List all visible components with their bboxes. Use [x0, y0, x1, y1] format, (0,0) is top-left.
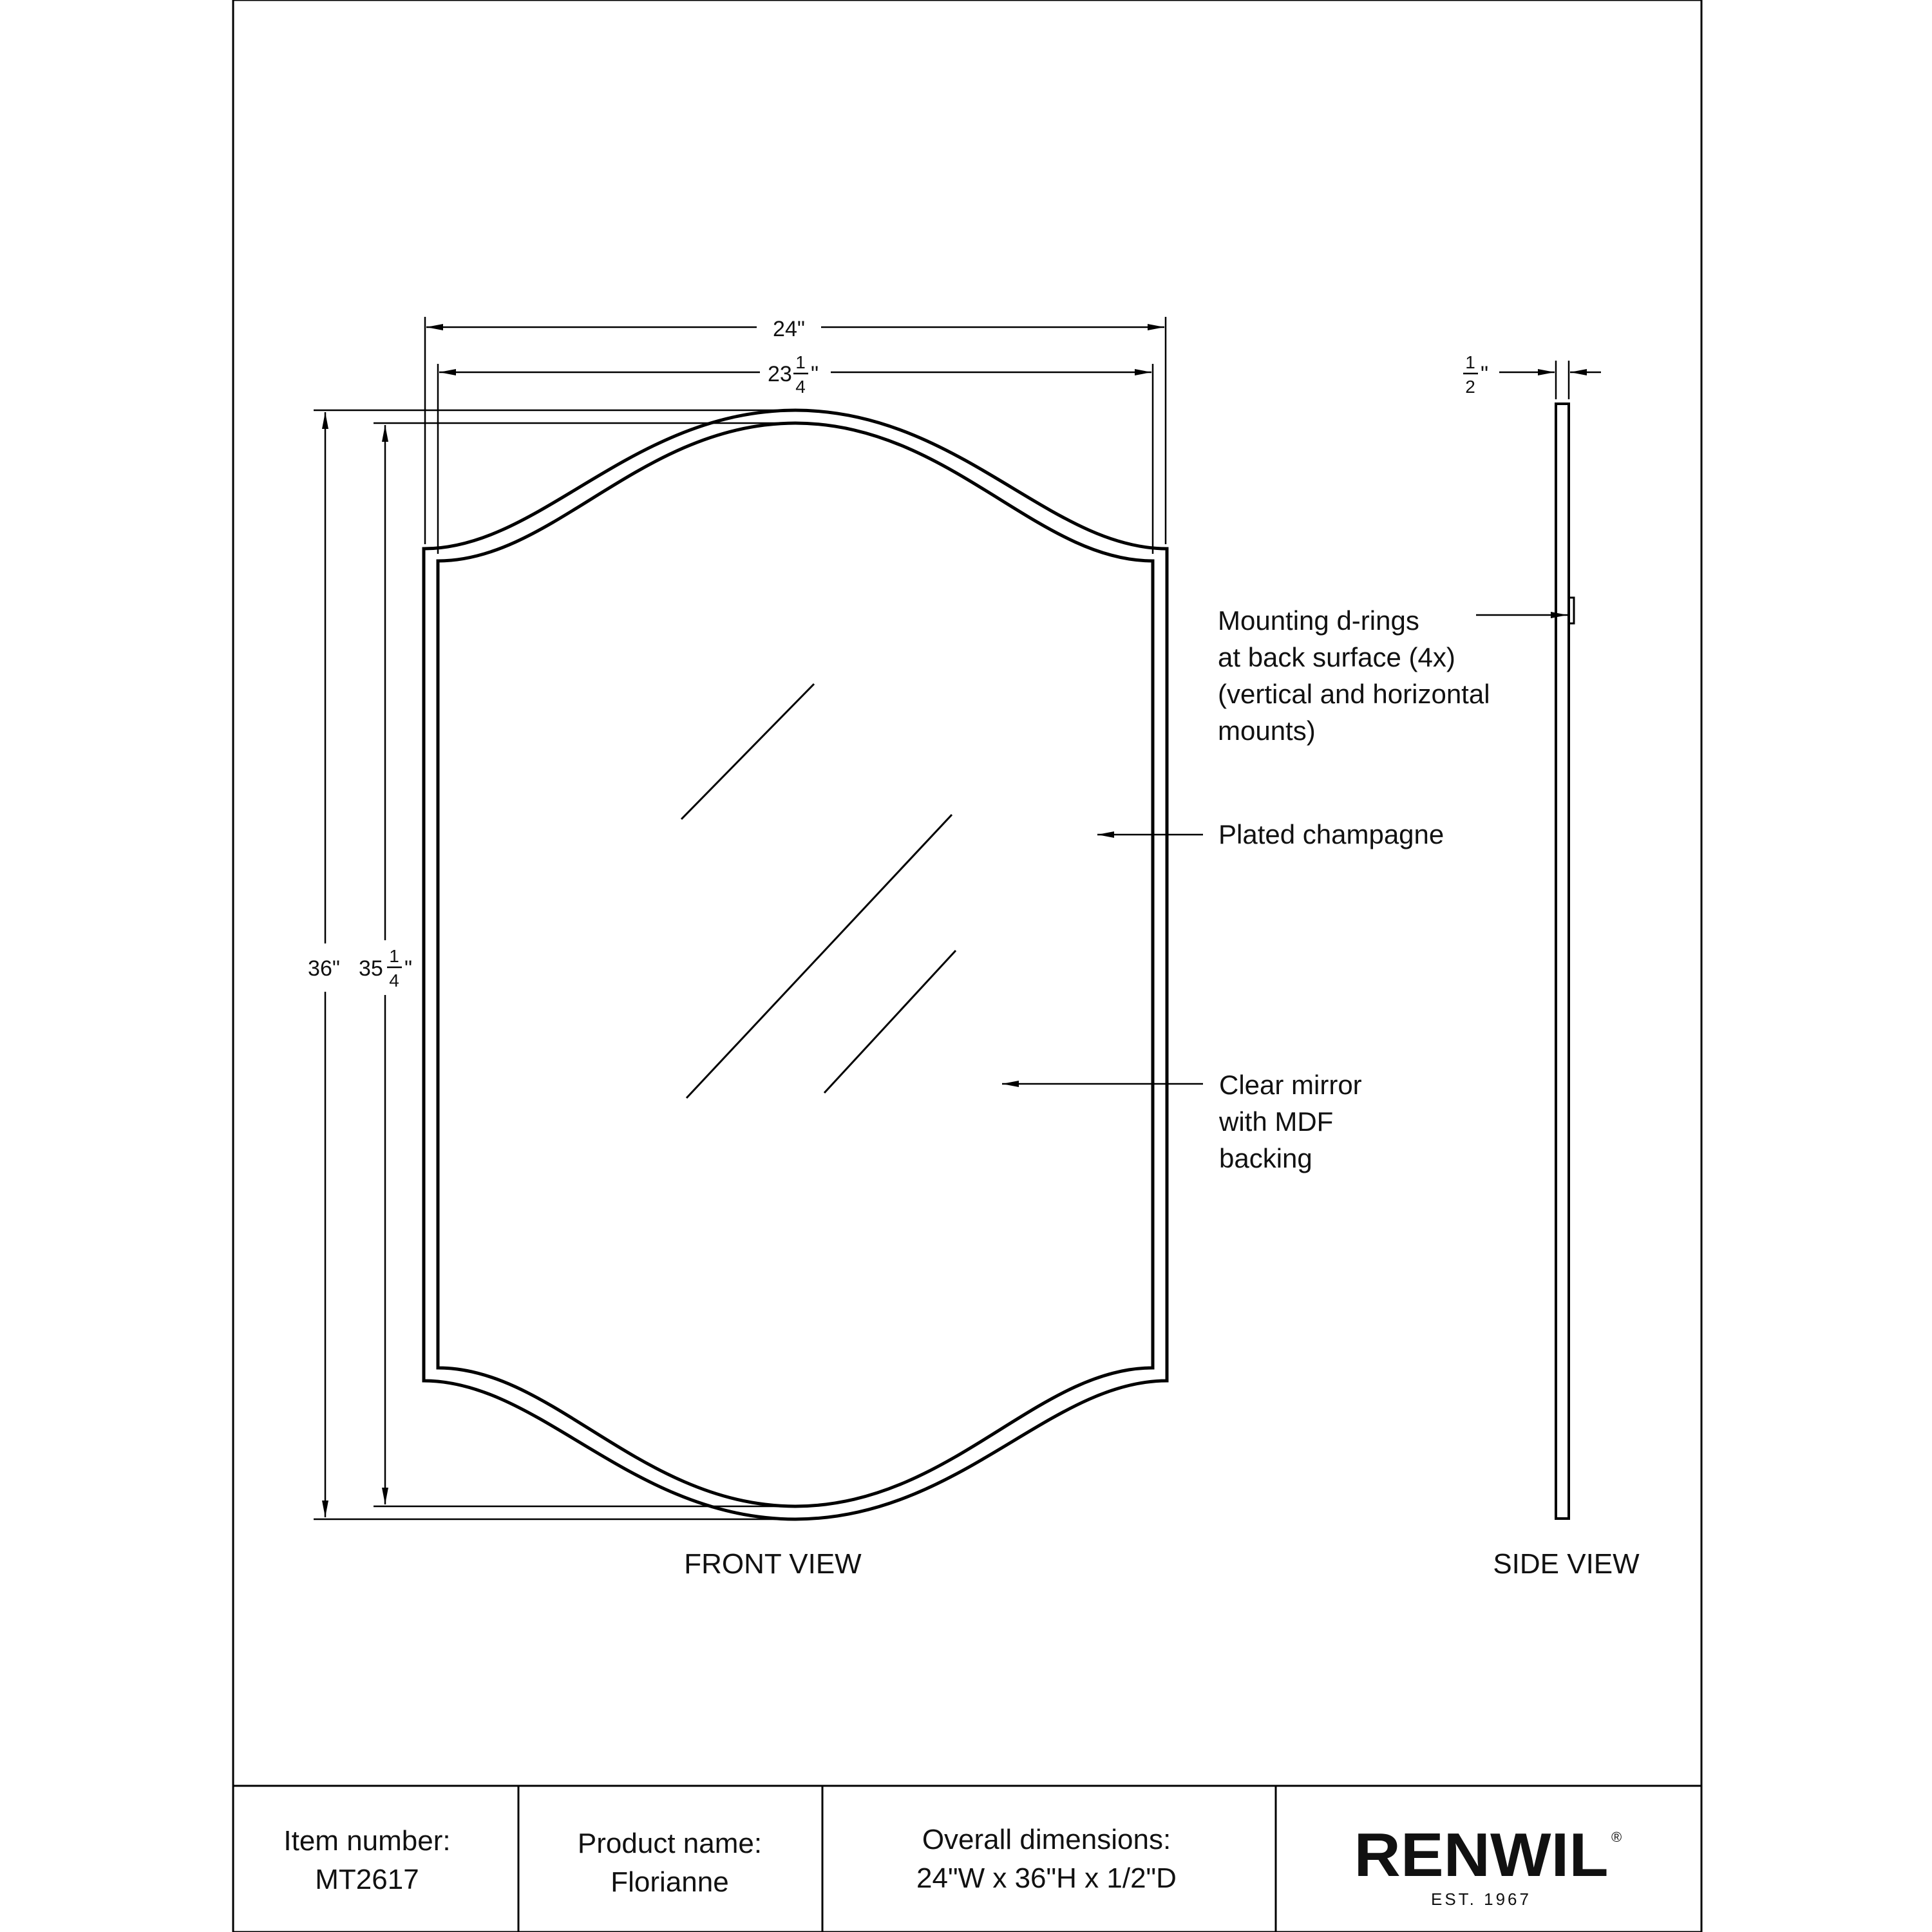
overall-dimensions-value: 24"W x 36"H x 1/2"D [916, 1862, 1177, 1894]
inner-height-unit: " [404, 956, 413, 981]
title-block [233, 1786, 1701, 1932]
inner-height-whole: 35 [359, 956, 383, 981]
inner-height-denominator: 4 [389, 971, 399, 990]
finish-callout [1097, 819, 1444, 849]
front-view [424, 410, 1167, 1519]
depth-numerator: 1 [1465, 352, 1475, 372]
side-profile [1556, 404, 1569, 1519]
product-name-label: Product name: [577, 1828, 762, 1859]
d-ring [1569, 598, 1574, 623]
overall-width-dimension [425, 317, 1166, 544]
item-number-label: Item number: [283, 1825, 451, 1857]
overall-width-label: 24" [773, 317, 805, 341]
mirror-callout-line-3: backing [1219, 1143, 1312, 1173]
depth-dimension [1463, 352, 1601, 399]
mounting-callout [1218, 605, 1567, 746]
depth-unit: " [1481, 362, 1489, 386]
item-number-value: MT2617 [315, 1864, 419, 1895]
glass-reflection-line [687, 815, 952, 1098]
side-view [1556, 404, 1574, 1519]
mirror-callout-line-1: Clear mirror [1219, 1070, 1362, 1100]
depth-denominator: 2 [1465, 377, 1475, 397]
inner-width-numerator: 1 [795, 352, 806, 372]
finish-callout-text: Plated champagne [1218, 819, 1444, 849]
glass-reflection-line [681, 684, 814, 819]
overall-dimensions-label: Overall dimensions: [922, 1824, 1171, 1855]
mounting-callout-line-4: mounts) [1218, 715, 1316, 746]
sheet-border [233, 0, 1701, 1932]
brand-registered-mark: ® [1611, 1829, 1622, 1845]
mounting-callout-line-3: (vertical and horizontal [1218, 679, 1490, 709]
brand-logo: RENWIL [1354, 1821, 1609, 1889]
glass-reflection-line [824, 951, 956, 1093]
side-view-label: SIDE VIEW [1493, 1548, 1640, 1580]
mounting-callout-line-2: at back surface (4x) [1218, 642, 1455, 672]
inner-height-numerator: 1 [389, 946, 399, 966]
front-view-label: FRONT VIEW [684, 1548, 862, 1580]
mirror-outer-outline [424, 410, 1167, 1519]
mirror-callout [1002, 1070, 1362, 1173]
product-name-value: Florianne [611, 1866, 729, 1898]
overall-height-label: 36" [308, 956, 340, 981]
inner-width-whole: 23 [768, 362, 792, 386]
mirror-callout-line-2: with MDF [1219, 1106, 1334, 1137]
mounting-callout-line-1: Mounting d-rings [1218, 605, 1419, 636]
brand-tagline: EST. 1967 [1431, 1889, 1531, 1909]
inner-width-dimension [438, 352, 1153, 554]
mirror-inner-outline [438, 423, 1153, 1506]
inner-width-denominator: 4 [795, 377, 806, 397]
inner-width-unit: " [811, 362, 819, 386]
